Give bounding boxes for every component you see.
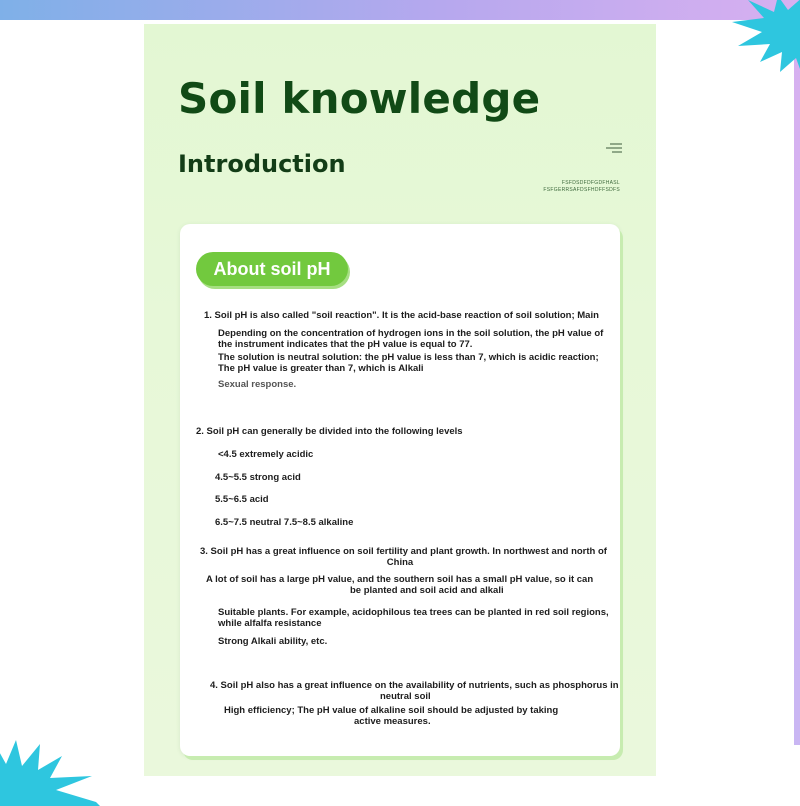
level-item-4: 6.5~7.5 neutral 7.5~8.5 alkaline: [215, 517, 354, 528]
content-card: [180, 224, 620, 756]
p4-heading: 4. Soil pH also has a great influence on the availability of nutrients, such as phosphorus in: [210, 680, 619, 691]
p4-line-2: active measures.: [354, 716, 431, 727]
p3-heading: 3. Soil pH has a great influence on soil fertility and plant growth. In northwest and north of: [200, 546, 607, 557]
p3-line-4: while alfalfa resistance: [218, 618, 322, 629]
p3-line-1: A lot of soil has a large pH value, and the southern soil has a small pH value, so it can: [206, 574, 594, 585]
paint-splash-top-right: [708, 0, 800, 80]
p3-line-5: Strong Alkali ability, etc.: [218, 636, 328, 647]
p1-line-5: Sexual response.: [218, 379, 297, 390]
right-decorative-band: [794, 0, 800, 745]
page-subtitle: Introduction: [178, 150, 346, 178]
decorative-code-text: [543, 180, 620, 194]
level-item-1: <4.5 extremely acidic: [218, 449, 314, 460]
menu-lines-icon: [606, 142, 622, 154]
level-item-3: 5.5~6.5 acid: [215, 494, 269, 505]
p3-line-2: be planted and soil acid and alkali: [350, 585, 504, 596]
p1-line-1: Depending on the concentration of hydrogen ions in the soil solution, the pH value of: [218, 328, 604, 339]
p1-line-4: The pH value is greater than 7, which is Alkali: [218, 363, 424, 374]
p2-heading: 2. Soil pH can generally be divided into the following levels: [196, 426, 463, 437]
page-title: Soil knowledge: [178, 74, 541, 123]
p1-line-2: the instrument indicates that the pH value is equal to 77.: [218, 339, 473, 350]
level-item-2: 4.5~5.5 strong acid: [215, 472, 301, 483]
top-decorative-band: [0, 0, 800, 20]
p1-heading: 1. Soil pH is also called "soil reaction". It is the acid-base reaction of soil solution; Main: [204, 310, 599, 321]
code-line-2: FSFGERRSAFDSFHDFFSDFS: [543, 187, 620, 193]
p4-line-1: High efficiency; The pH value of alkaline soil should be adjusted by taking: [224, 705, 559, 716]
p1-line-3: The solution is neutral solution: the pH value is less than 7, which is acidic reaction;: [218, 352, 599, 363]
section-badge: About soil pH: [196, 252, 348, 286]
p3-heading-continued: China: [386, 557, 414, 568]
p4-heading-continued: neutral soil: [380, 691, 431, 702]
paint-splash-bottom-left: [0, 736, 100, 806]
code-line-1: FSFDSDFDFGDFHASL: [561, 180, 620, 186]
soil-knowledge-poster: [144, 24, 656, 776]
p3-line-3: Suitable plants. For example, acidophilous tea trees can be planted in red soil regions,: [218, 607, 609, 618]
